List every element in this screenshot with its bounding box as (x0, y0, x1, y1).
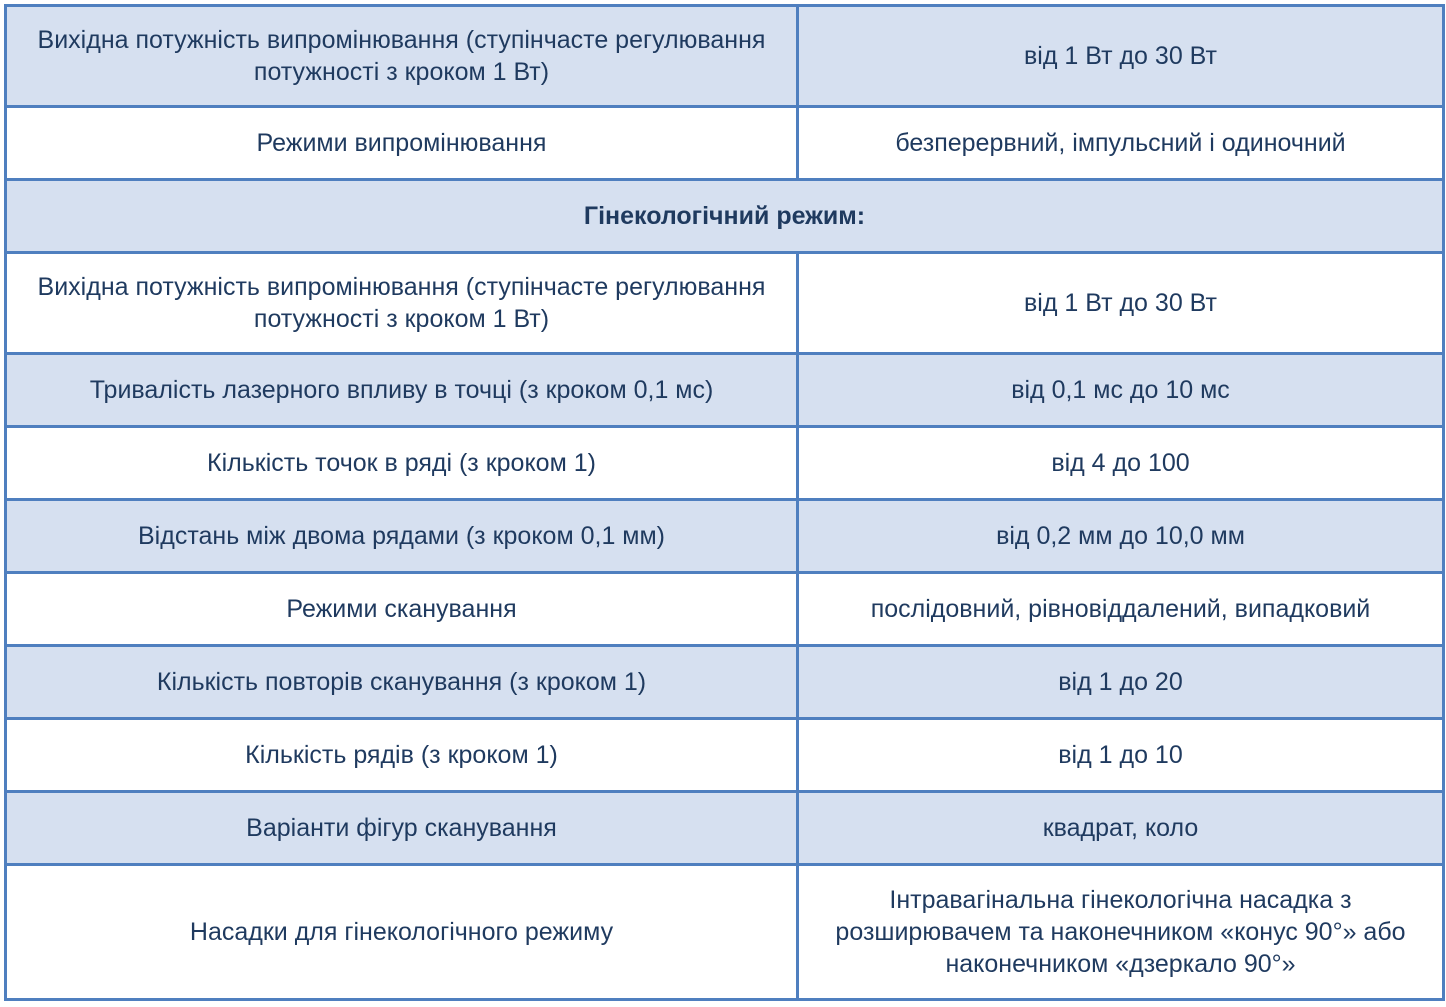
value-cell: квадрат, коло (798, 792, 1444, 865)
param-cell: Кількість рядів (з кроком 1) (6, 719, 798, 792)
param-cell: Режими випромінювання (6, 107, 798, 180)
table-row (6, 427, 1444, 500)
table-row (6, 646, 1444, 719)
table-row (6, 354, 1444, 427)
param-cell: Насадки для гінекологічного режиму (6, 865, 798, 1000)
table-row (6, 573, 1444, 646)
value-cell: послідовний, рівновіддалений, випадковий (798, 573, 1444, 646)
value-cell: від 1 Вт до 30 Вт (798, 253, 1444, 354)
value-cell: від 0,1 мс до 10 мс (798, 354, 1444, 427)
value-cell: від 1 Вт до 30 Вт (798, 6, 1444, 107)
param-cell: Відстань між двома рядами (з кроком 0,1 мм) (6, 500, 798, 573)
table-row (6, 107, 1444, 180)
spec-table (4, 4, 1445, 1001)
param-cell: Кількість повторів сканування (з кроком 1) (6, 646, 798, 719)
table-row (6, 500, 1444, 573)
value-cell: безперервний, імпульсний і одиночний (798, 107, 1444, 180)
table-row (6, 6, 1444, 107)
table-row (6, 719, 1444, 792)
value-cell: від 1 до 10 (798, 719, 1444, 792)
value-cell: від 4 до 100 (798, 427, 1444, 500)
param-cell: Режими сканування (6, 573, 798, 646)
param-cell: Вихідна потужність випромінювання (ступінчасте регулювання потужності з кроком 1 Вт) (6, 253, 798, 354)
value-cell: від 1 до 20 (798, 646, 1444, 719)
table-row (6, 792, 1444, 865)
param-cell: Тривалість лазерного впливу в точці (з кроком 0,1 мс) (6, 354, 798, 427)
section-heading: Гінекологічний режим: (6, 180, 1444, 253)
section-row (6, 180, 1444, 253)
value-cell: від 0,2 мм до 10,0 мм (798, 500, 1444, 573)
param-cell: Варіанти фігур сканування (6, 792, 798, 865)
table-row (6, 865, 1444, 1000)
param-cell: Вихідна потужність випромінювання (ступінчасте регулювання потужності з кроком 1 Вт) (6, 6, 798, 107)
param-cell: Кількість точок в ряді (з кроком 1) (6, 427, 798, 500)
table-row (6, 253, 1444, 354)
value-cell: Інтравагінальна гінекологічна насадка з розширювачем та наконечником «конус 90°» або наконечником «дзеркало 90°» (798, 865, 1444, 1000)
